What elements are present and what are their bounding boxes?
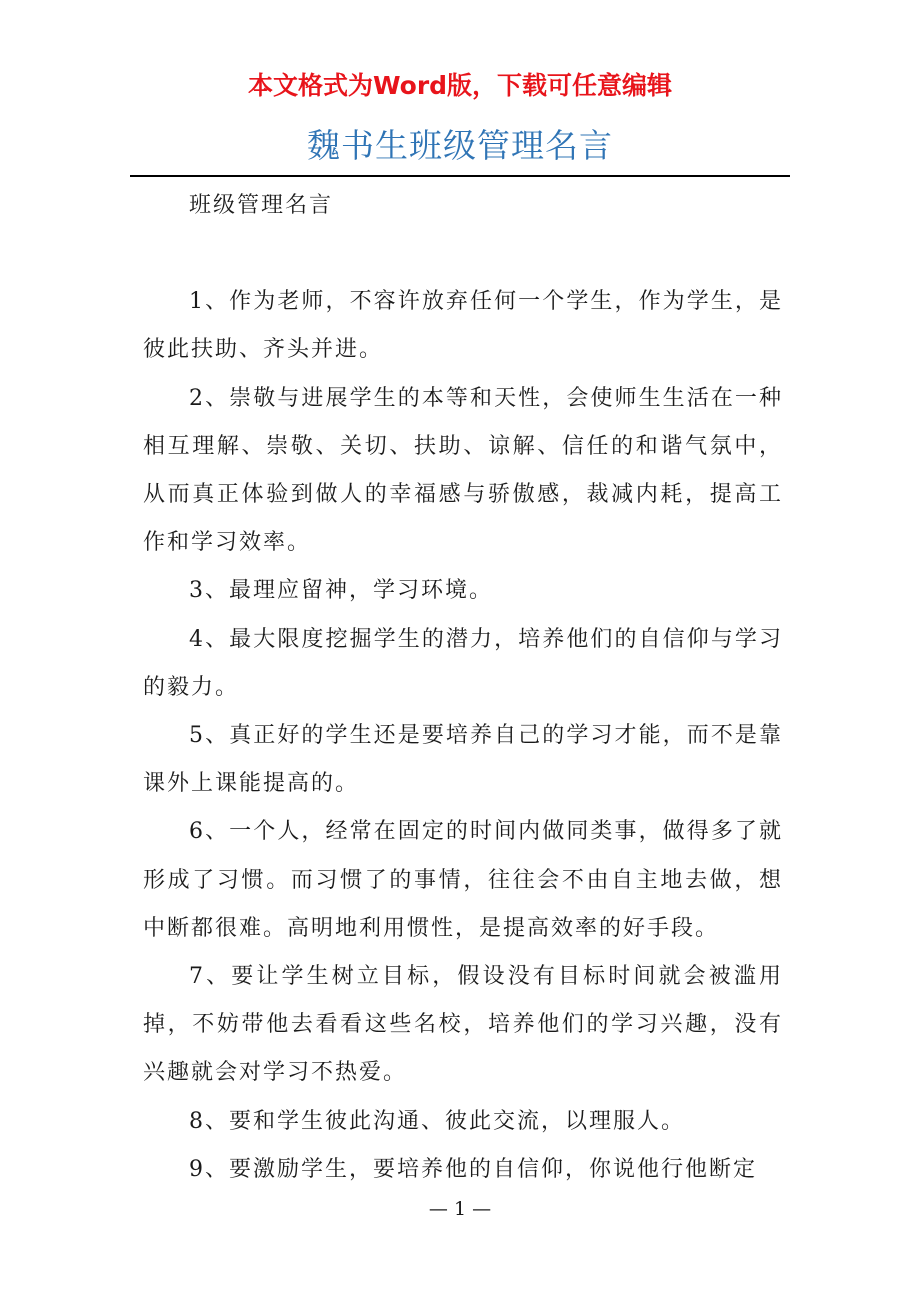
document-title: 魏书生班级管理名言 bbox=[307, 126, 613, 165]
quote-paragraph-6: 6、一个人，经常在固定的时间内做同类事，做得多了就形成了习惯。而习惯了的事情，往往会不由自主地去做，想中断都很难。高明地利用惯性，是提高效率的好手段。 bbox=[143, 819, 783, 941]
quote-paragraph-2: 2、崇敬与进展学生的本等和天性，会使师生生活在一种相互理解、崇敬、关切、扶助、谅解、信任的和谐气氛中，从而真正体验到做人的幸福感与骄傲感，裁减内耗，提高工作和学习效率。 bbox=[143, 385, 783, 556]
quote-paragraph-8: 8、要和学生彼此沟通、彼此交流，以理服人。 bbox=[189, 1108, 685, 1134]
quote-paragraph-7: 7、要让学生树立目标，假设没有目标时间就会被滥用掉，不妨带他去看看这些名校，培养他们的学习兴趣，没有兴趣就会对学习不热爱。 bbox=[143, 964, 783, 1086]
quote-paragraph-9: 9、要激励学生，要培养他的自信仰，你说他行他断定 bbox=[189, 1156, 757, 1182]
blank-line bbox=[143, 230, 783, 278]
quote-paragraph-3: 3、最理应留神，学习环境。 bbox=[189, 578, 493, 604]
title-divider bbox=[130, 175, 790, 177]
quote-paragraph-4: 4、最大限度挖掘学生的潜力，培养他们的自信仰与学习的毅力。 bbox=[143, 626, 783, 700]
quote-paragraph-1: 1、作为老师，不容许放弃任何一个学生，作为学生，是彼此扶助、齐头并进。 bbox=[143, 289, 783, 363]
document-body bbox=[143, 182, 783, 1194]
format-notice-banner: 本文格式为Word版，下载可任意编辑 bbox=[247, 71, 673, 100]
quote-paragraph-5: 5、真正好的学生还是要培养自己的学习才能，而不是靠课外上课能提高的。 bbox=[143, 723, 783, 797]
section-subtitle: 班级管理名言 bbox=[189, 193, 334, 218]
page-number: — 1 — bbox=[428, 1198, 492, 1220]
